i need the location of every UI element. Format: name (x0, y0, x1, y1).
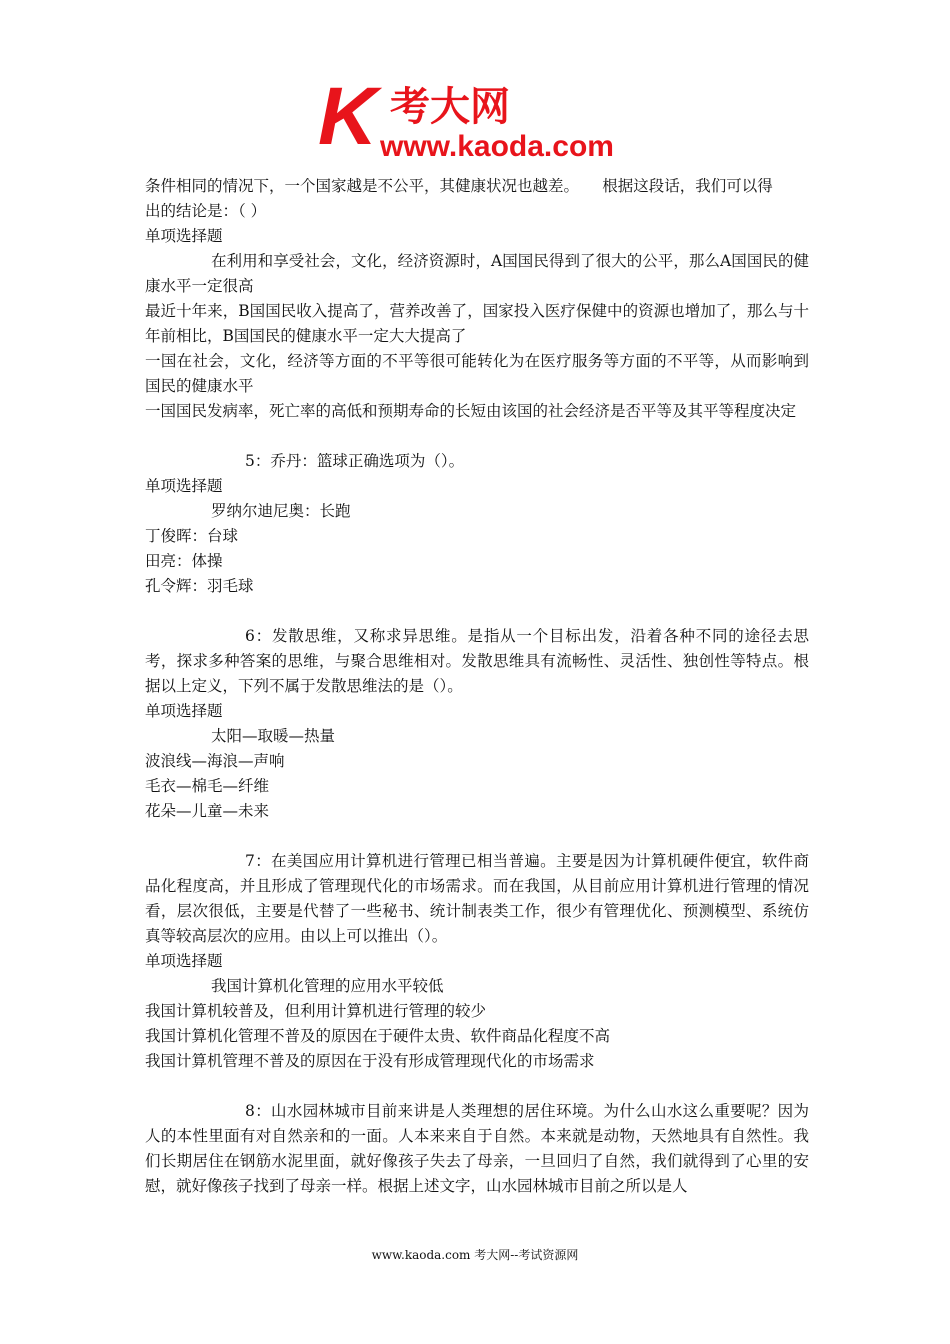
page-footer: www.kaoda.com 考大网--考试资源网 (371, 1248, 579, 1262)
q5-option-a: 罗纳尔迪尼奥：长跑 (211, 502, 351, 520)
q5-option-d: 孔令辉：羽毛球 (145, 577, 254, 595)
kaoda-logo (318, 80, 638, 160)
q7-option-b: 我国计算机较普及，但利用计算机进行管理的较少 (145, 1002, 487, 1020)
q6-option-d: 花朵—儿童—未来 (145, 802, 270, 820)
q7-option-d: 我国计算机管理不普及的原因在于没有形成管理现代化的市场需求 (145, 1052, 595, 1070)
q4-type: 单项选择题 (145, 227, 223, 245)
q5-option-b: 丁俊晖：台球 (145, 527, 239, 545)
q4-stem-line2: 出的结论是：（ ） (145, 202, 267, 220)
q5-option-c: 田亮：体操 (145, 552, 223, 570)
q6-stem: 6：发散思维，又称求异思维。是指从一个目标出发，沿着各种不同的途径去思考，探求多种答案的思维，与聚合思维相对。发散思维具有流畅性、灵活性、独创性等特点。根据以上定义，下列不属于发散思维法的是（）。 (145, 627, 809, 695)
logo-url: www.kaoda.com (380, 130, 614, 160)
q7-option-a: 我国计算机化管理的应用水平较低 (211, 977, 444, 995)
q5-type: 单项选择题 (145, 477, 223, 495)
q7-type: 单项选择题 (145, 952, 223, 970)
q7-stem: 7：在美国应用计算机进行管理已相当普遍。主要是因为计算机硬件便宜，软件商品化程度高，并且形成了管理现代化的市场需求。而在我国，从目前应用计算机进行管理的情况看，层次很低，主要是代替了一些秘书、统计制表类工作，很少有管理优化、预测模型、系统仿真等较高层次的应用。由以上可以推出（）。 (145, 852, 809, 945)
q4-option-d: 一国国民发病率，死亡率的高低和预期寿命的长短由该国的社会经济是否平等及其平等程度决定 (145, 402, 797, 420)
logo-k-mark: K (318, 80, 378, 160)
q4-option-a: 在利用和享受社会，文化，经济资源时，A国国民得到了很大的公平，那么A国国民的健康水平一定很高 (145, 252, 809, 295)
q6-type: 单项选择题 (145, 702, 223, 720)
document-body (145, 174, 809, 1199)
logo-chinese-name: 考大网 (390, 84, 510, 130)
q8-stem: 8：山水园林城市目前来讲是人类理想的居住环境。为什么山水这么重要呢？因为人的本性里面有对自然亲和的一面。人本来来自于自然。本来就是动物，天然地具有自然性。我们长期居住在钢筋水泥里面，就好像孩子失去了母亲，一旦回归了自然，我们就得到了心里的安慰，就好像孩子找到了母亲一样。根据上述文字，山水园林城市目前之所以是人 (145, 1102, 809, 1195)
q4-option-c: 一国在社会，文化，经济等方面的不平等很可能转化为在医疗服务等方面的不平等，从而影响到国民的健康水平 (145, 352, 809, 395)
q7-option-c: 我国计算机化管理不普及的原因在于硬件太贵、软件商品化程度不高 (145, 1027, 611, 1045)
q6-option-a: 太阳—取暖—热量 (211, 727, 336, 745)
q5-stem: 5：乔丹：篮球正确选项为（）。 (245, 452, 465, 470)
q4-option-b: 最近十年来，B国国民收入提高了，营养改善了，国家投入医疗保健中的资源也增加了，那么与十年前相比，B国国民的健康水平一定大大提高了 (145, 302, 809, 345)
q6-option-c: 毛衣—棉毛—纤维 (145, 777, 270, 795)
q6-option-b: 波浪线—海浪—声响 (145, 752, 285, 770)
q4-stem-line1: 条件相同的情况下，一个国家越是不公平，其健康状况也越差。 根据这段话，我们可以得 (145, 177, 773, 195)
